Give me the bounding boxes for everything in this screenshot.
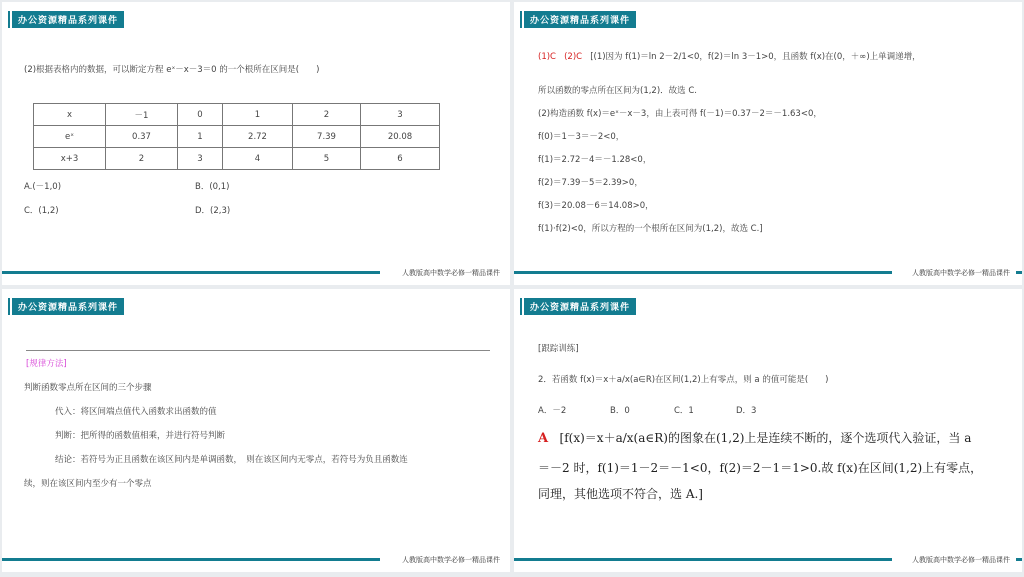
slide-4 xyxy=(514,289,1022,572)
slide-2 xyxy=(514,2,1022,285)
table-cell: 7.39 xyxy=(293,126,361,148)
option-a: A．－2 xyxy=(538,406,567,416)
solution-line-3: (2)构造函数 f(x)＝eˣ－x－3，由上表可得 f(－1)＝0.37－2＝－1.63<0， xyxy=(538,109,822,119)
table-cell: eˣ xyxy=(34,126,106,148)
table-cell: 0.37 xyxy=(106,126,178,148)
option-d: D．(2,3) xyxy=(195,206,231,216)
table-cell: x+3 xyxy=(34,148,106,170)
header-tag: 办公资源精品系列课件 xyxy=(524,298,636,315)
option-c: C．(1,2) xyxy=(24,206,59,216)
section-title: [跟踪训练] xyxy=(538,344,579,354)
question-text: 2．若函数 f(x)＝x＋a/x(a∈R)在区间(1,2)上有零点，则 a 的值可能是( ) xyxy=(538,375,829,385)
solution-line-2: 所以函数的零点所在区间为(1,2)．故选 C. xyxy=(538,86,697,96)
solution-line-5: f(1)＝2.72－4＝－1.28<0， xyxy=(538,155,652,165)
solution-line-4: f(0)＝1－3＝－2<0， xyxy=(538,132,625,142)
table-cell: －1 xyxy=(106,104,178,126)
solution-text: [f(x)＝x＋a/x(a∈R)的图象在(1,2)上是连续不断的，逐个选项代入验证，当 a xyxy=(559,431,972,445)
footer-text: 人教版高中数学必修一精品课件 xyxy=(402,556,500,564)
option-b: B．0 xyxy=(610,406,630,416)
footer-text: 人教版高中数学必修一精品课件 xyxy=(912,269,1010,277)
footer-text: 人教版高中数学必修一精品课件 xyxy=(402,269,500,277)
footer-bar xyxy=(514,271,892,274)
option-d: D．3 xyxy=(736,406,757,416)
solution-line-8: f(1)·f(2)<0，所以方程的一个根所在区间为(1,2)，故选 C.] xyxy=(538,224,763,234)
table-row xyxy=(34,104,440,126)
solution-text: [(1)因为 f(1)＝ln 2－2/1<0，f(2)＝ln 3－1>0，且函数 f(x)在(0，＋∞)上单调递增， xyxy=(590,52,921,62)
option-c: C．1 xyxy=(674,406,694,416)
step-3: 结论：若符号为正且函数在该区间内是单调函数， 则在该区间内无零点，若符号为负且函数连 xyxy=(55,455,408,465)
footer-bar xyxy=(514,558,892,561)
table-cell: 3 xyxy=(361,104,440,126)
section-title: [规律方法] xyxy=(26,359,67,369)
solution-line-7: f(3)＝20.08－6＝14.08>0， xyxy=(538,201,654,211)
table-cell: 3 xyxy=(178,148,223,170)
table-cell: 2 xyxy=(293,104,361,126)
answer: A xyxy=(538,431,549,446)
slide-1 xyxy=(2,2,510,285)
table-row xyxy=(34,148,440,170)
header-tag: 办公资源精品系列课件 xyxy=(12,11,124,28)
table-row xyxy=(34,126,440,148)
question-text: (2)根据表格内的数据，可以断定方程 eˣ－x－3＝0 的一个根所在区间是( ) xyxy=(24,65,320,75)
solution-line-2: ＝－2 时，f(1)＝1－2＝－1<0，f(2)＝2－1＝1>0.故 f(x)在区间(1,2)上有零点， xyxy=(538,461,983,475)
table-cell: 2.72 xyxy=(223,126,293,148)
data-table xyxy=(33,103,440,170)
option-b: B．(0,1) xyxy=(195,182,230,192)
answer-line-1 xyxy=(538,50,921,62)
table-cell: 1 xyxy=(178,126,223,148)
solution-line-1 xyxy=(538,429,971,446)
table-cell: 2 xyxy=(106,148,178,170)
footer-bar-end xyxy=(1016,558,1022,561)
slide-3 xyxy=(2,289,510,572)
footer-bar xyxy=(2,271,380,274)
step-1: 代入：将区间端点值代入函数求出函数的值 xyxy=(55,407,217,417)
table-cell: x xyxy=(34,104,106,126)
header-tag: 办公资源精品系列课件 xyxy=(524,11,636,28)
step-3-cont: 续，则在该区间内至少有一个零点 xyxy=(24,479,152,489)
header-tag: 办公资源精品系列课件 xyxy=(12,298,124,315)
divider xyxy=(26,350,490,351)
footer-text: 人教版高中数学必修一精品课件 xyxy=(912,556,1010,564)
option-a: A.(－1,0) xyxy=(24,182,62,192)
solution-line-3: 同理，其他选项不符合，选 A.] xyxy=(538,487,703,501)
table-cell: 4 xyxy=(223,148,293,170)
table-cell: 0 xyxy=(178,104,223,126)
intro-text: 判断函数零点所在区间的三个步骤 xyxy=(24,383,152,393)
table-cell: 20.08 xyxy=(361,126,440,148)
answer-2: (2)C xyxy=(564,52,583,62)
table-cell: 6 xyxy=(361,148,440,170)
table-cell: 1 xyxy=(223,104,293,126)
step-2: 判断：把所得的函数值相乘，并进行符号判断 xyxy=(55,431,226,441)
answer-1: (1)C xyxy=(538,52,556,62)
solution-line-6: f(2)＝7.39－5＝2.39>0， xyxy=(538,178,643,188)
footer-bar xyxy=(2,558,380,561)
table-cell: 5 xyxy=(293,148,361,170)
footer-bar-end xyxy=(1016,271,1022,274)
